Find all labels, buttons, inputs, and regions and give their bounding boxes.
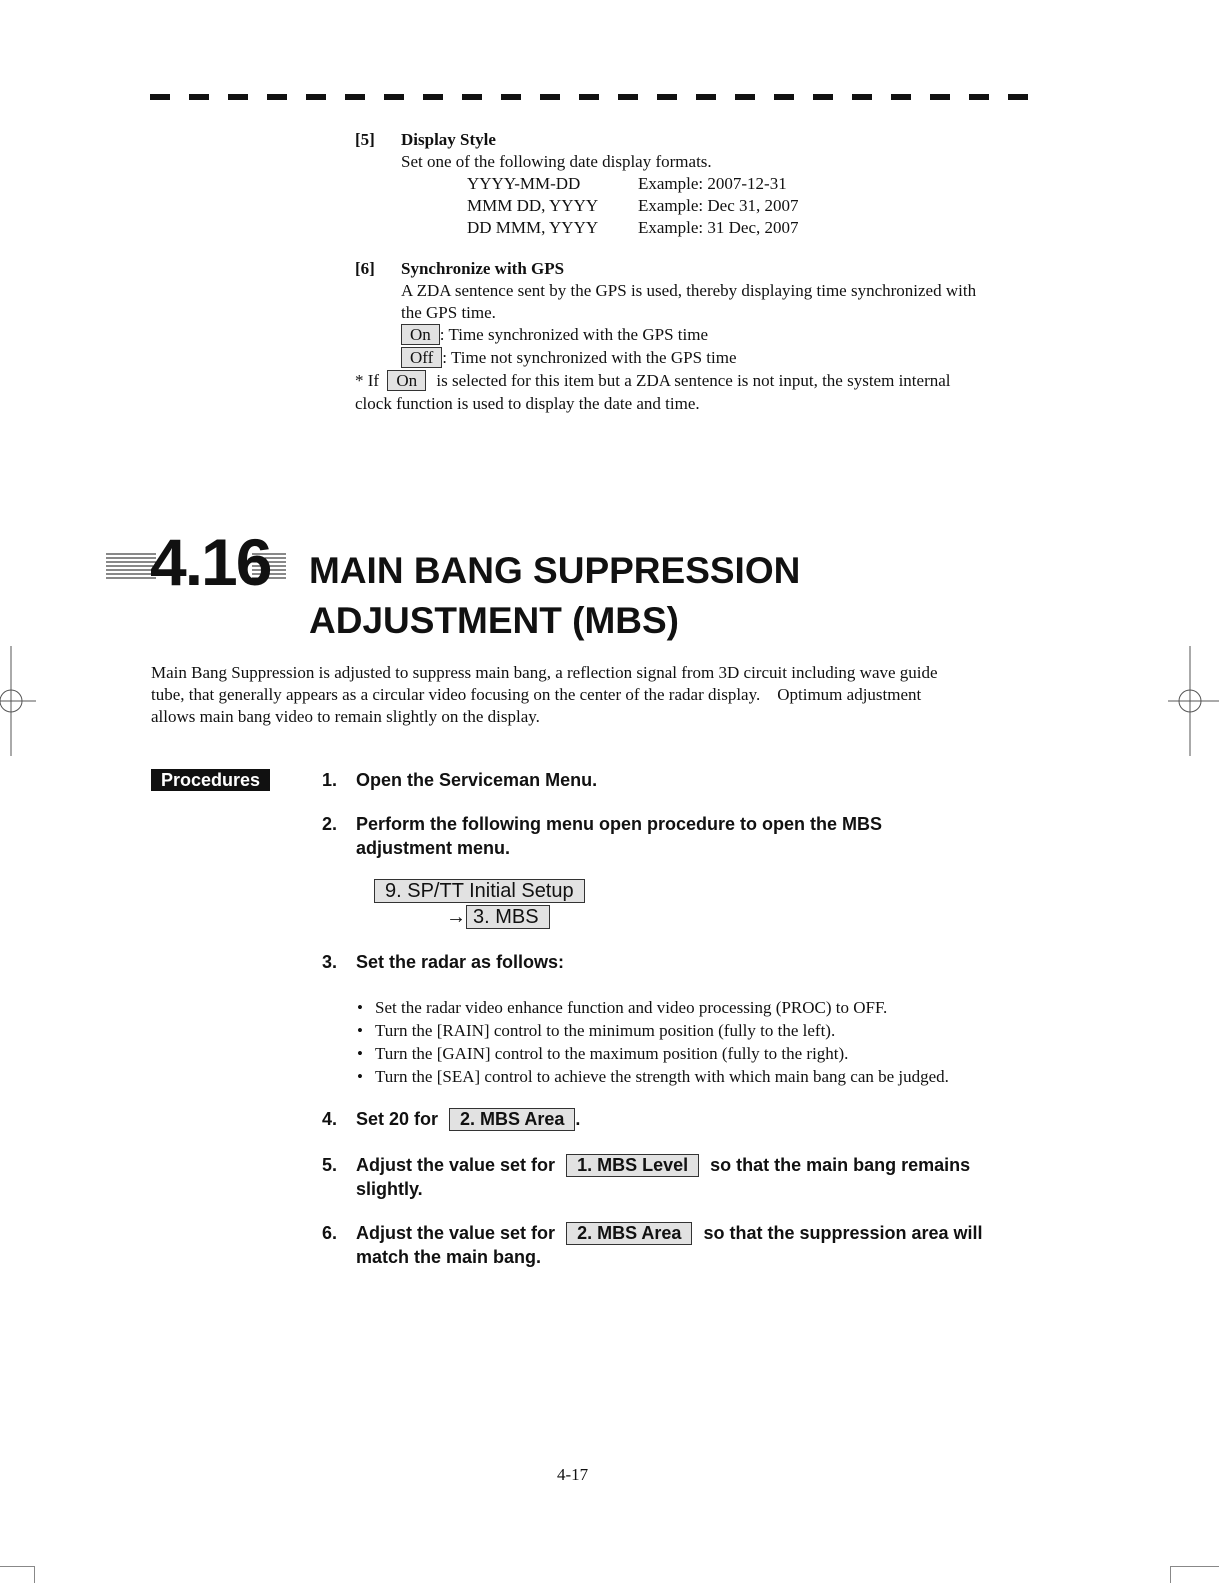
mbs-level-key: 1. MBS Level xyxy=(566,1154,699,1177)
step-suffix: . xyxy=(575,1109,581,1129)
step-number: 4. xyxy=(322,1109,338,1129)
step-4 xyxy=(322,1107,580,1131)
chapter-title xyxy=(309,546,800,646)
format-row xyxy=(355,173,1055,195)
format-example: Example: 2007-12-31 xyxy=(638,174,787,193)
chapter-intro xyxy=(151,662,1051,728)
page-number: 4-17 xyxy=(557,1465,589,1484)
procedures-tag: Procedures xyxy=(151,769,270,791)
step-text: Set the radar as follows: xyxy=(356,952,565,972)
list-item: • Set the radar video enhance function and video processing (PROC) to OFF. xyxy=(355,996,1055,1019)
format-row xyxy=(355,195,1055,217)
note-line-2: clock function is used to display the date and time. xyxy=(355,394,700,413)
list-item: • Turn the [GAIN] control to the maximum position (fully to the right). xyxy=(355,1042,1055,1065)
section-number: [5] xyxy=(355,130,375,149)
note-on-key: On xyxy=(387,370,426,391)
intro-line: tube, that generally appears as a circular video focusing on the center of the radar display. Optimum adjustment xyxy=(151,685,922,704)
crop-mark-bottom-left xyxy=(0,1566,35,1583)
off-key: Off xyxy=(401,347,442,368)
section-heading: Display Style xyxy=(401,130,496,149)
section-display-style xyxy=(355,129,1055,239)
off-description: : Time not synchronized with the GPS time xyxy=(442,348,737,367)
on-option xyxy=(355,324,1075,347)
format-example: Example: Dec 31, 2007 xyxy=(638,196,799,215)
mbs-area-key: 2. MBS Area xyxy=(566,1222,692,1245)
menu-item-mbs: 3. MBS xyxy=(466,905,550,929)
step-number: 3. xyxy=(322,952,338,972)
section-sync-gps xyxy=(355,258,1075,415)
note-text: is selected for this item but a ZDA sentence is not input, the system internal xyxy=(436,371,951,390)
step-text-cont: adjustment menu. xyxy=(356,838,511,858)
step-6 xyxy=(322,1221,983,1269)
radar-settings-list xyxy=(355,996,1055,1088)
chapter-title-line-1: MAIN BANG SUPPRESSION xyxy=(309,550,801,591)
heading-hatch-lines xyxy=(106,552,156,582)
note-prefix: * If xyxy=(355,371,380,390)
menu-path xyxy=(374,879,585,903)
step-5 xyxy=(322,1153,970,1201)
format-example: Example: 31 Dec, 2007 xyxy=(638,218,799,237)
step-text: Open the Serviceman Menu. xyxy=(356,770,598,790)
top-dashed-rule xyxy=(150,94,1030,100)
step-3 xyxy=(322,950,564,974)
list-item: • Turn the [SEA] control to achieve the strength with which main bang can be judged. xyxy=(355,1065,1055,1088)
registration-mark-left xyxy=(0,646,36,756)
off-option xyxy=(355,347,1075,370)
menu-path-step xyxy=(446,905,550,929)
section-intro: Set one of the following date display formats. xyxy=(401,152,712,171)
format-name: DD MMM, YYYY xyxy=(467,218,599,237)
section-number: [6] xyxy=(355,259,375,278)
step-number: 2. xyxy=(322,814,338,834)
step-text: so that the main bang remains xyxy=(710,1155,971,1175)
on-key: On xyxy=(401,324,440,345)
crop-mark-bottom-right xyxy=(1170,1566,1219,1583)
list-item: • Turn the [RAIN] control to the minimum position (fully to the left). xyxy=(355,1019,1055,1042)
menu-item-sptt-setup: 9. SP/TT Initial Setup xyxy=(374,879,585,903)
step-text: so that the suppression area will xyxy=(703,1223,983,1243)
note-line xyxy=(355,370,1075,393)
step-text: Adjust the value set for xyxy=(356,1223,556,1243)
chapter-title-line-2: ADJUSTMENT (MBS) xyxy=(309,600,679,641)
step-2 xyxy=(322,812,882,860)
step-text-cont: match the main bang. xyxy=(356,1247,542,1267)
registration-mark-right xyxy=(1168,646,1219,756)
format-name: YYYY-MM-DD xyxy=(467,174,581,193)
intro-line: allows main bang video to remain slightly on the display. xyxy=(151,707,540,726)
chapter-number: 4.16 xyxy=(150,525,271,599)
arrow-icon: → xyxy=(446,906,466,928)
on-description: : Time synchronized with the GPS time xyxy=(439,325,709,344)
step-number: 5. xyxy=(322,1155,338,1175)
step-text: Adjust the value set for xyxy=(356,1155,556,1175)
step-text: Set 20 for xyxy=(356,1109,439,1129)
step-number: 1. xyxy=(322,770,338,790)
step-number: 6. xyxy=(322,1223,338,1243)
format-row xyxy=(355,217,1055,239)
intro-line: Main Bang Suppression is adjusted to suppress main bang, a reflection signal from 3D circuit including wave guide xyxy=(151,663,938,682)
step-text: Perform the following menu open procedure to open the MBS xyxy=(356,814,883,834)
section-heading: Synchronize with GPS xyxy=(401,259,565,278)
step-1 xyxy=(322,768,597,792)
format-name: MMM DD, YYYY xyxy=(467,196,599,215)
section-line: A ZDA sentence sent by the GPS is used, thereby displaying time synchronized with xyxy=(401,281,977,300)
section-line: the GPS time. xyxy=(401,303,496,322)
mbs-area-key: 2. MBS Area xyxy=(449,1108,575,1131)
step-text-cont: slightly. xyxy=(356,1179,423,1199)
